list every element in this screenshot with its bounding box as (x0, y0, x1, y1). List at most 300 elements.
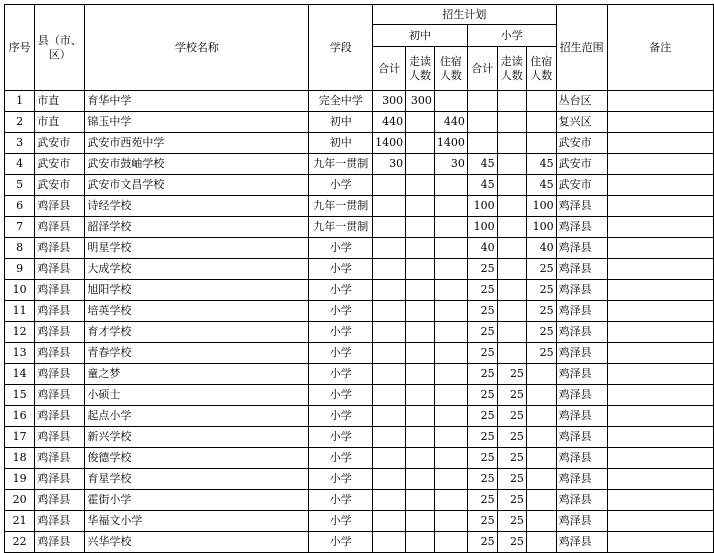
primary-board-cell: 25 (526, 343, 556, 364)
stage-cell: 小学 (309, 469, 373, 490)
junior-total-cell (373, 322, 406, 343)
junior-day-cell (406, 112, 435, 133)
junior-total-cell (373, 259, 406, 280)
seq-cell: 12 (5, 322, 35, 343)
junior-total-cell (373, 469, 406, 490)
remark-cell (607, 154, 713, 175)
primary-day-cell (497, 280, 526, 301)
remark-cell (607, 259, 713, 280)
school-name-cell: 霍街小学 (85, 490, 309, 511)
seq-cell: 10 (5, 280, 35, 301)
table-header (5, 5, 714, 91)
county-cell: 鸡泽县 (35, 238, 85, 259)
junior-day-cell (406, 301, 435, 322)
primary-board-cell: 40 (526, 238, 556, 259)
seq-cell: 21 (5, 511, 35, 532)
table-row (5, 469, 714, 490)
junior-board-cell: 1400 (434, 133, 467, 154)
primary-board-cell (526, 511, 556, 532)
primary-total-cell: 25 (467, 427, 497, 448)
seq-cell: 8 (5, 238, 35, 259)
junior-day-cell (406, 490, 435, 511)
junior-day-cell (406, 280, 435, 301)
scope-cell: 鸡泽县 (556, 322, 607, 343)
primary-total-cell: 25 (467, 448, 497, 469)
table-row (5, 196, 714, 217)
primary-total-cell (467, 112, 497, 133)
primary-total-cell: 45 (467, 175, 497, 196)
table-row (5, 406, 714, 427)
stage-cell: 九年一贯制 (309, 154, 373, 175)
primary-day-cell: 25 (497, 364, 526, 385)
scope-cell: 鸡泽县 (556, 364, 607, 385)
header-junior-board: 住宿人数 (434, 47, 467, 91)
school-name-cell: 武安市鼓岫学校 (85, 154, 309, 175)
table-row (5, 154, 714, 175)
county-cell: 武安市 (35, 154, 85, 175)
table-row (5, 427, 714, 448)
seq-cell: 16 (5, 406, 35, 427)
primary-day-cell (497, 322, 526, 343)
table-row (5, 364, 714, 385)
remark-cell (607, 364, 713, 385)
stage-cell: 小学 (309, 532, 373, 553)
stage-cell: 九年一贯制 (309, 196, 373, 217)
junior-board-cell: 30 (434, 154, 467, 175)
primary-total-cell: 45 (467, 154, 497, 175)
junior-board-cell (434, 364, 467, 385)
remark-cell (607, 322, 713, 343)
school-name-cell: 青春学校 (85, 343, 309, 364)
junior-board-cell (434, 175, 467, 196)
scope-cell: 武安市 (556, 175, 607, 196)
header-primary: 小学 (467, 25, 556, 47)
remark-cell (607, 133, 713, 154)
junior-total-cell (373, 175, 406, 196)
table-row (5, 175, 714, 196)
junior-day-cell (406, 217, 435, 238)
junior-total-cell: 300 (373, 91, 406, 112)
seq-cell: 4 (5, 154, 35, 175)
county-cell: 鸡泽县 (35, 385, 85, 406)
junior-total-cell (373, 532, 406, 553)
junior-board-cell (434, 532, 467, 553)
primary-board-cell: 25 (526, 322, 556, 343)
stage-cell: 小学 (309, 238, 373, 259)
junior-board-cell (434, 427, 467, 448)
scope-cell: 鸡泽县 (556, 280, 607, 301)
county-cell: 鸡泽县 (35, 217, 85, 238)
primary-board-cell: 45 (526, 175, 556, 196)
stage-cell: 小学 (309, 448, 373, 469)
junior-day-cell (406, 532, 435, 553)
junior-board-cell (434, 259, 467, 280)
primary-day-cell: 25 (497, 427, 526, 448)
junior-day-cell (406, 238, 435, 259)
county-cell: 鸡泽县 (35, 364, 85, 385)
stage-cell: 小学 (309, 364, 373, 385)
junior-day-cell (406, 133, 435, 154)
table-row (5, 448, 714, 469)
table-row (5, 112, 714, 133)
header-enrollment-plan: 招生计划 (373, 5, 557, 25)
primary-day-cell (497, 238, 526, 259)
junior-day-cell: 300 (406, 91, 435, 112)
seq-cell: 1 (5, 91, 35, 112)
county-cell: 鸡泽县 (35, 280, 85, 301)
primary-board-cell (526, 112, 556, 133)
primary-total-cell (467, 133, 497, 154)
junior-day-cell (406, 511, 435, 532)
junior-total-cell (373, 364, 406, 385)
header-primary-day: 走读人数 (497, 47, 526, 91)
county-cell: 市直 (35, 91, 85, 112)
county-cell: 武安市 (35, 175, 85, 196)
remark-cell (607, 490, 713, 511)
table-row (5, 532, 714, 553)
seq-cell: 15 (5, 385, 35, 406)
primary-board-cell (526, 91, 556, 112)
table-row (5, 238, 714, 259)
junior-board-cell (434, 196, 467, 217)
primary-day-cell (497, 175, 526, 196)
seq-cell: 20 (5, 490, 35, 511)
scope-cell: 鸡泽县 (556, 259, 607, 280)
junior-board-cell (434, 238, 467, 259)
junior-total-cell (373, 280, 406, 301)
junior-board-cell (434, 280, 467, 301)
primary-total-cell: 25 (467, 364, 497, 385)
primary-total-cell: 25 (467, 280, 497, 301)
remark-cell (607, 385, 713, 406)
table-row (5, 280, 714, 301)
county-cell: 鸡泽县 (35, 322, 85, 343)
stage-cell: 小学 (309, 343, 373, 364)
junior-day-cell (406, 322, 435, 343)
seq-cell: 18 (5, 448, 35, 469)
primary-day-cell: 25 (497, 469, 526, 490)
primary-board-cell (526, 406, 556, 427)
county-cell: 鸡泽县 (35, 259, 85, 280)
table-row (5, 322, 714, 343)
junior-board-cell (434, 343, 467, 364)
primary-total-cell: 25 (467, 259, 497, 280)
school-name-cell: 俊德学校 (85, 448, 309, 469)
school-name-cell: 明星学校 (85, 238, 309, 259)
primary-total-cell (467, 91, 497, 112)
remark-cell (607, 112, 713, 133)
enrollment-plan-table (4, 4, 714, 553)
school-name-cell: 育星学校 (85, 469, 309, 490)
junior-day-cell (406, 448, 435, 469)
county-cell: 鸡泽县 (35, 343, 85, 364)
school-name-cell: 武安市西苑中学 (85, 133, 309, 154)
seq-cell: 7 (5, 217, 35, 238)
primary-total-cell: 25 (467, 511, 497, 532)
table-row (5, 511, 714, 532)
table-row (5, 343, 714, 364)
remark-cell (607, 406, 713, 427)
stage-cell: 九年一贯制 (309, 217, 373, 238)
county-cell: 武安市 (35, 133, 85, 154)
remark-cell (607, 343, 713, 364)
seq-cell: 17 (5, 427, 35, 448)
primary-board-cell (526, 490, 556, 511)
primary-day-cell: 25 (497, 448, 526, 469)
stage-cell: 小学 (309, 301, 373, 322)
seq-cell: 9 (5, 259, 35, 280)
junior-day-cell (406, 259, 435, 280)
stage-cell: 小学 (309, 385, 373, 406)
seq-cell: 22 (5, 532, 35, 553)
scope-cell: 鸡泽县 (556, 490, 607, 511)
primary-board-cell: 25 (526, 280, 556, 301)
junior-day-cell (406, 364, 435, 385)
county-cell: 市直 (35, 112, 85, 133)
junior-total-cell (373, 511, 406, 532)
remark-cell (607, 217, 713, 238)
junior-board-cell (434, 406, 467, 427)
seq-cell: 14 (5, 364, 35, 385)
primary-day-cell (497, 259, 526, 280)
table-row (5, 91, 714, 112)
stage-cell: 小学 (309, 175, 373, 196)
junior-total-cell (373, 385, 406, 406)
remark-cell (607, 448, 713, 469)
school-name-cell: 大成学校 (85, 259, 309, 280)
stage-cell: 小学 (309, 259, 373, 280)
scope-cell: 鸡泽县 (556, 196, 607, 217)
junior-board-cell (434, 490, 467, 511)
primary-board-cell (526, 469, 556, 490)
stage-cell: 小学 (309, 322, 373, 343)
school-name-cell: 育华中学 (85, 91, 309, 112)
school-name-cell: 韶泽学校 (85, 217, 309, 238)
stage-cell: 小学 (309, 280, 373, 301)
primary-board-cell (526, 385, 556, 406)
primary-board-cell: 25 (526, 301, 556, 322)
remark-cell (607, 238, 713, 259)
scope-cell: 鸡泽县 (556, 448, 607, 469)
junior-total-cell (373, 343, 406, 364)
primary-day-cell (497, 112, 526, 133)
primary-day-cell (497, 196, 526, 217)
junior-board-cell (434, 385, 467, 406)
table-body (5, 91, 714, 553)
table-row (5, 259, 714, 280)
stage-cell: 小学 (309, 406, 373, 427)
primary-total-cell: 25 (467, 490, 497, 511)
primary-total-cell: 25 (467, 385, 497, 406)
school-name-cell: 武安市文昌学校 (85, 175, 309, 196)
primary-day-cell (497, 343, 526, 364)
primary-board-cell (526, 448, 556, 469)
junior-board-cell: 440 (434, 112, 467, 133)
junior-board-cell (434, 511, 467, 532)
header-stage: 学段 (309, 5, 373, 91)
remark-cell (607, 196, 713, 217)
school-name-cell: 旭阳学校 (85, 280, 309, 301)
scope-cell: 鸡泽县 (556, 238, 607, 259)
header-remark: 备注 (607, 5, 713, 91)
scope-cell: 鸡泽县 (556, 469, 607, 490)
seq-cell: 5 (5, 175, 35, 196)
junior-total-cell (373, 490, 406, 511)
primary-day-cell: 25 (497, 385, 526, 406)
county-cell: 鸡泽县 (35, 532, 85, 553)
remark-cell (607, 280, 713, 301)
stage-cell: 完全中学 (309, 91, 373, 112)
header-scope: 招生范围 (556, 5, 607, 91)
header-junior-total: 合计 (373, 47, 406, 91)
school-name-cell: 起点小学 (85, 406, 309, 427)
primary-board-cell (526, 364, 556, 385)
primary-board-cell (526, 133, 556, 154)
junior-day-cell (406, 406, 435, 427)
scope-cell: 丛台区 (556, 91, 607, 112)
junior-board-cell (434, 322, 467, 343)
table-row (5, 385, 714, 406)
header-seq: 序号 (5, 5, 35, 91)
junior-day-cell (406, 427, 435, 448)
school-name-cell: 锦玉中学 (85, 112, 309, 133)
primary-board-cell: 100 (526, 196, 556, 217)
school-name-cell: 育才学校 (85, 322, 309, 343)
junior-board-cell (434, 301, 467, 322)
primary-total-cell: 100 (467, 217, 497, 238)
scope-cell: 鸡泽县 (556, 532, 607, 553)
county-cell: 鸡泽县 (35, 301, 85, 322)
primary-total-cell: 100 (467, 196, 497, 217)
table-row (5, 301, 714, 322)
primary-total-cell: 25 (467, 469, 497, 490)
stage-cell: 小学 (309, 427, 373, 448)
remark-cell (607, 175, 713, 196)
remark-cell (607, 511, 713, 532)
primary-day-cell (497, 91, 526, 112)
junior-day-cell (406, 154, 435, 175)
junior-total-cell: 440 (373, 112, 406, 133)
scope-cell: 鸡泽县 (556, 343, 607, 364)
header-junior-day: 走读人数 (406, 47, 435, 91)
primary-total-cell: 25 (467, 343, 497, 364)
school-name-cell: 诗经学校 (85, 196, 309, 217)
header-county: 县（市、区） (35, 5, 85, 91)
stage-cell: 小学 (309, 490, 373, 511)
junior-total-cell (373, 196, 406, 217)
school-name-cell: 小硕士 (85, 385, 309, 406)
primary-board-cell: 100 (526, 217, 556, 238)
primary-day-cell (497, 154, 526, 175)
primary-total-cell: 25 (467, 322, 497, 343)
primary-total-cell: 25 (467, 301, 497, 322)
stage-cell: 初中 (309, 112, 373, 133)
remark-cell (607, 301, 713, 322)
header-junior: 初中 (373, 25, 468, 47)
scope-cell: 鸡泽县 (556, 301, 607, 322)
primary-board-cell (526, 532, 556, 553)
county-cell: 鸡泽县 (35, 406, 85, 427)
seq-cell: 19 (5, 469, 35, 490)
primary-day-cell (497, 133, 526, 154)
junior-total-cell: 1400 (373, 133, 406, 154)
stage-cell: 初中 (309, 133, 373, 154)
county-cell: 鸡泽县 (35, 511, 85, 532)
county-cell: 鸡泽县 (35, 427, 85, 448)
junior-day-cell (406, 469, 435, 490)
seq-cell: 2 (5, 112, 35, 133)
seq-cell: 11 (5, 301, 35, 322)
primary-board-cell: 25 (526, 259, 556, 280)
school-name-cell: 新兴学校 (85, 427, 309, 448)
scope-cell: 鸡泽县 (556, 427, 607, 448)
header-primary-board: 住宿人数 (526, 47, 556, 91)
county-cell: 鸡泽县 (35, 469, 85, 490)
county-cell: 鸡泽县 (35, 448, 85, 469)
junior-day-cell (406, 343, 435, 364)
primary-day-cell: 25 (497, 490, 526, 511)
primary-day-cell: 25 (497, 406, 526, 427)
junior-day-cell (406, 385, 435, 406)
primary-total-cell: 25 (467, 532, 497, 553)
remark-cell (607, 469, 713, 490)
junior-total-cell (373, 238, 406, 259)
table-row (5, 490, 714, 511)
primary-board-cell: 45 (526, 154, 556, 175)
scope-cell: 复兴区 (556, 112, 607, 133)
header-primary-total: 合计 (467, 47, 497, 91)
remark-cell (607, 91, 713, 112)
primary-total-cell: 40 (467, 238, 497, 259)
primary-day-cell (497, 301, 526, 322)
remark-cell (607, 427, 713, 448)
scope-cell: 鸡泽县 (556, 406, 607, 427)
scope-cell: 鸡泽县 (556, 385, 607, 406)
school-name-cell: 华福文小学 (85, 511, 309, 532)
county-cell: 鸡泽县 (35, 490, 85, 511)
junior-day-cell (406, 196, 435, 217)
school-name-cell: 童之梦 (85, 364, 309, 385)
scope-cell: 武安市 (556, 133, 607, 154)
county-cell: 鸡泽县 (35, 196, 85, 217)
junior-total-cell: 30 (373, 154, 406, 175)
table-row (5, 217, 714, 238)
table-row (5, 133, 714, 154)
primary-day-cell (497, 217, 526, 238)
remark-cell (607, 532, 713, 553)
seq-cell: 6 (5, 196, 35, 217)
junior-board-cell (434, 448, 467, 469)
scope-cell: 鸡泽县 (556, 217, 607, 238)
header-school-name: 学校名称 (85, 5, 309, 91)
junior-board-cell (434, 91, 467, 112)
junior-board-cell (434, 469, 467, 490)
primary-board-cell (526, 427, 556, 448)
scope-cell: 鸡泽县 (556, 511, 607, 532)
school-name-cell: 培英学校 (85, 301, 309, 322)
scope-cell: 武安市 (556, 154, 607, 175)
junior-total-cell (373, 406, 406, 427)
junior-total-cell (373, 217, 406, 238)
school-name-cell: 兴华学校 (85, 532, 309, 553)
junior-total-cell (373, 448, 406, 469)
stage-cell: 小学 (309, 511, 373, 532)
primary-day-cell: 25 (497, 532, 526, 553)
seq-cell: 13 (5, 343, 35, 364)
junior-total-cell (373, 427, 406, 448)
junior-day-cell (406, 175, 435, 196)
primary-total-cell: 25 (467, 406, 497, 427)
